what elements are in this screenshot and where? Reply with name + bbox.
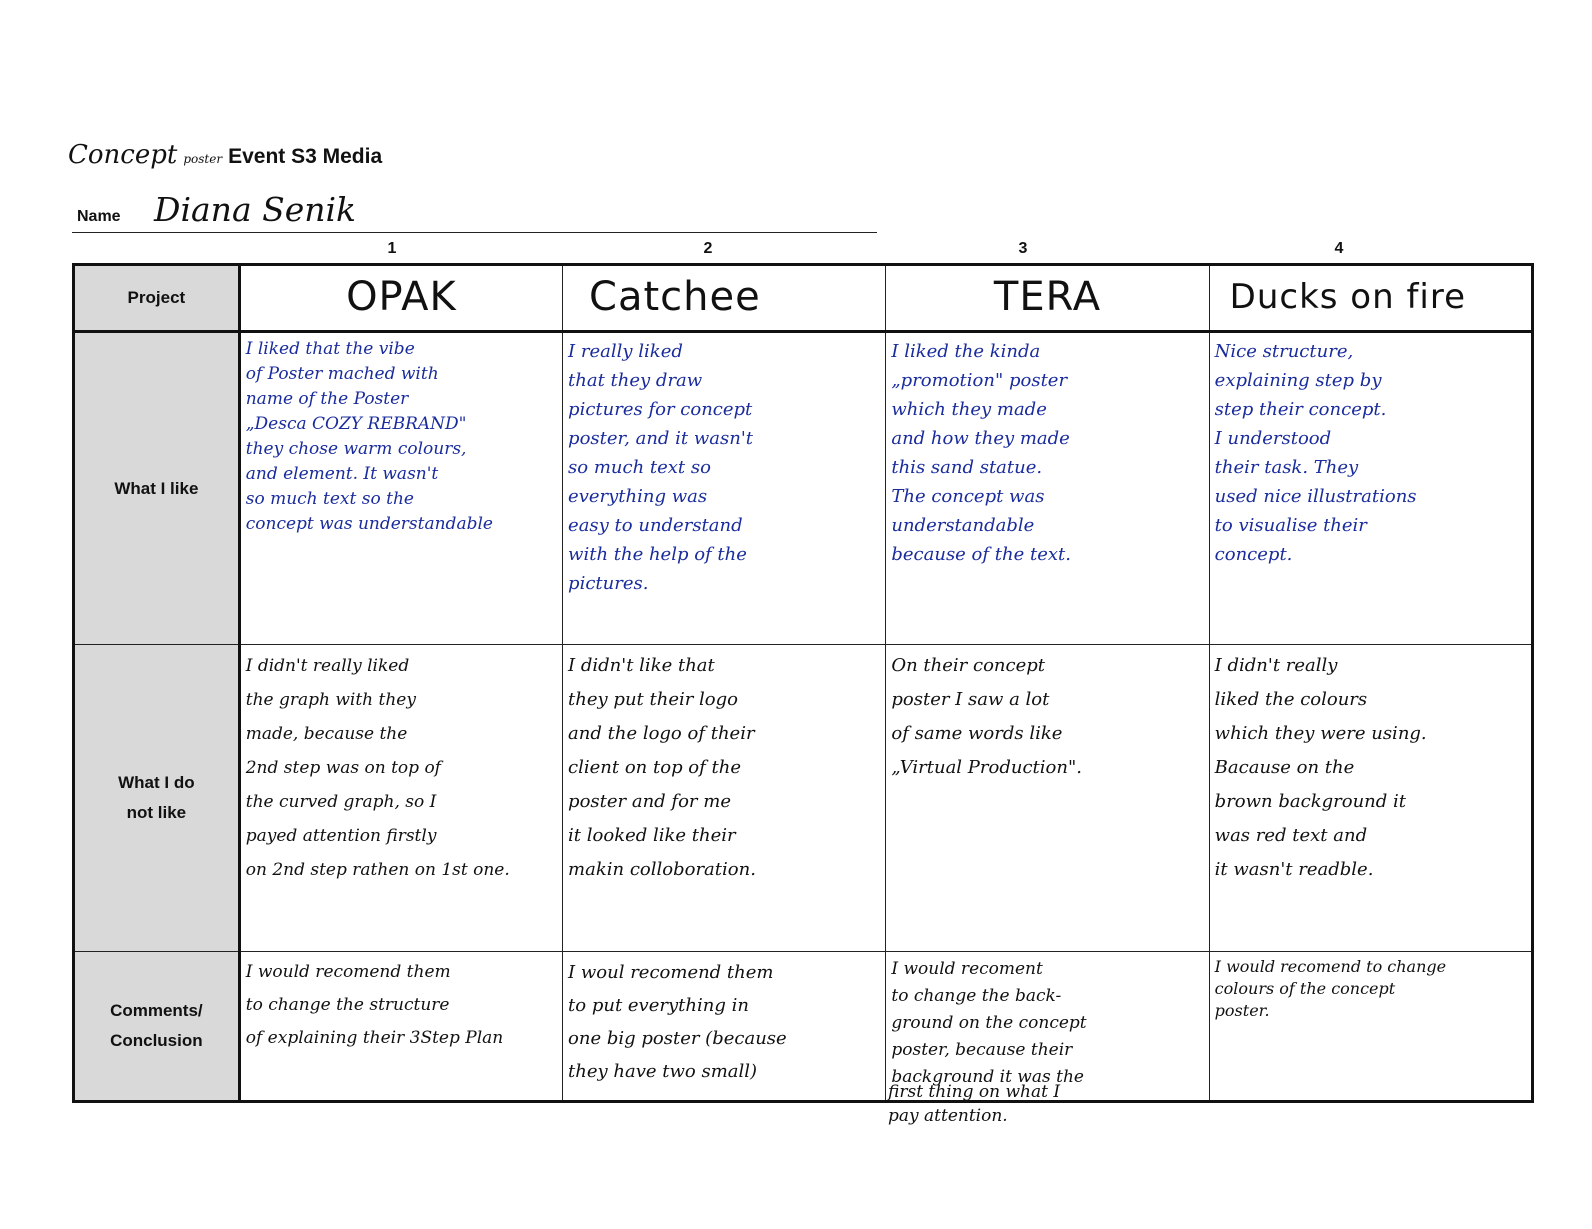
comment-cell-1: I would recomend them to change the structure of explaining their 3Step Plan: [239, 952, 562, 1102]
comment-cell-4: I would recomend to change colours of the concept poster.: [1209, 952, 1532, 1102]
column-number-2: 2: [703, 240, 713, 257]
row-label-what-i-do-not-like: What I do not like: [74, 645, 240, 952]
name-value: Diana Senik: [154, 190, 357, 229]
column-number-3: 3: [1018, 240, 1028, 257]
row-label-comments: Comments/ Conclusion: [74, 952, 240, 1102]
like-cell-4: Nice structure, explaining step by step their concept. I understood their task. They used nice illustrations to visualise their concept.: [1209, 332, 1532, 645]
title-handwritten: Concept: [68, 140, 178, 170]
name-field: [72, 190, 877, 233]
title-handwritten-small: poster: [183, 152, 223, 166]
what-i-like-row: [74, 332, 1533, 645]
dislike-cell-2: I didn't like that they put their logo and the logo of their client on top of the poster and for me it looked like their makin colloboration.: [563, 645, 886, 952]
project-row: [74, 265, 1533, 332]
column-numbers: [0, 240, 1592, 260]
project-name-4: Ducks on fire: [1209, 265, 1532, 332]
comment-cell-2: I woul recomend them to put everything in one big poster (because they have two small): [563, 952, 886, 1102]
project-name-1: OPAK: [239, 265, 562, 332]
project-name-3: TERA: [886, 265, 1209, 332]
comment-overflow-3: first thing on what I pay attention.: [888, 1082, 1061, 1126]
like-cell-1: I liked that the vibe of Poster mached with name of the Poster „Desca COZY REBRAND" they chose warm colours, and element. It wasn't so much text so the concept was understandable: [239, 332, 562, 645]
document-title: [68, 140, 382, 170]
like-cell-3: I liked the kinda „promotion" poster which they made and how they made this sand statue. The concept was understandable because of the text.: [886, 332, 1209, 645]
evaluation-table: [72, 263, 1534, 1103]
what-i-do-not-like-row: [74, 645, 1533, 952]
project-name-2: Catchee: [563, 265, 886, 332]
dislike-cell-3: On their concept poster I saw a lot of same words like „Virtual Production".: [886, 645, 1209, 952]
column-number-1: 1: [387, 240, 397, 257]
row-label-what-i-like: What I like: [74, 332, 240, 645]
title-printed: Event S3 Media: [228, 145, 383, 168]
dislike-cell-1: I didn't really liked the graph with they made, because the 2nd step was on top of the curved graph, so I payed attention firstly on 2nd step rathen on 1st one.: [239, 645, 562, 952]
comments-row: [74, 952, 1533, 1102]
row-label-project: Project: [74, 265, 240, 332]
like-cell-2: I really liked that they draw pictures for concept poster, and it wasn't so much text so everything was easy to understand with the help of the pictures.: [563, 332, 886, 645]
column-number-4: 4: [1334, 240, 1344, 257]
comment-cell-3: I would recoment to change the back- ground on the concept poster, because their background it was the: [886, 952, 1209, 1102]
dislike-cell-4: I didn't really liked the colours which they were using. Bacause on the brown background it was red text and it wasn't readble.: [1209, 645, 1532, 952]
name-label: Name: [77, 208, 121, 225]
